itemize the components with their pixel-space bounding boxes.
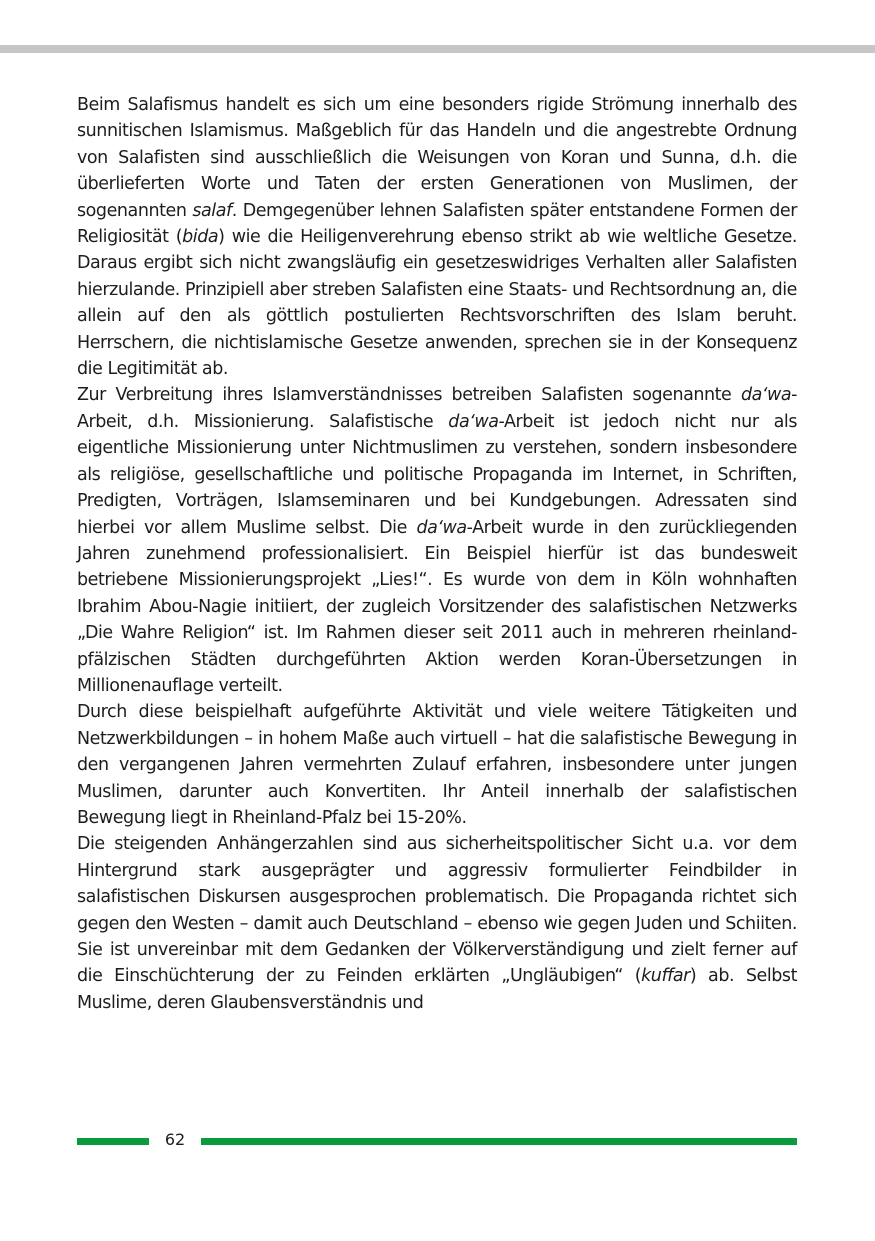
text-run: -Arbeit wurde in den zurückliegenden Jahren zunehmend professionalisiert. Ein Beispiel hierfür ist das bundesweit betriebene Missionierungsprojekt „Lies!“. Es wurde von dem in Köln wohnhaften Ibrahim Abou-Nagie initiiert, der zugleich Vorsitzender des salafistischen Netzwerks „Die Wahre Religion“ ist. Im Rahmen dieser seit 2011 auch in mehreren rheinland-pfälzischen Städten durchgeführten Aktion werden Koran-Übersetzungen in Millionenauflage verteilt.: [77, 517, 798, 696]
text-run: Beim Salafismus handelt es sich um eine besonders rigide Strömung innerhalb des sunnitischen Islamismus. Maßgeblich für das Handeln und die angestrebte Ordnung von Salafisten sind ausschließlich die Weisungen von Koran und Sunna, d.h. die überlieferten Worte und Taten der ersten Generationen von Muslimen, der sogenannten: [77, 95, 797, 221]
text-run: Zur Verbreitung ihres Islamverständnisses betreiben Salafisten sogenannte: [77, 385, 741, 406]
page-number: 62: [164, 1130, 186, 1149]
paragraph: [77, 699, 797, 831]
italic-term: da‘wa: [416, 517, 467, 538]
text-run: Die steigenden Anhängerzahlen sind aus sicherheitspolitischer Sicht u.a. vor dem Hintergrund stark ausgeprägter und aggressiv formulierter Feindbilder in salafistischen Diskursen ausgesprochen problematisch. Die Propaganda richtet sich gegen den Westen – damit auch Deutschland – ebenso wie gegen Juden und Schiiten. Sie ist unvereinbar mit dem Gedanken der Völkerverständigung und zielt ferner auf die Einschüchterung der zu Feinden erklärten „Ungläubigen“ (: [77, 834, 797, 987]
text-run: ) ab. Selbst Muslime, deren Glaubensverständnis und: [77, 966, 798, 1013]
footer-bar-right: [201, 1138, 797, 1145]
italic-term: da‘wa: [448, 411, 499, 432]
text-run: . Demgegenüber lehnen Salafisten später entstandene Formen der Religiosität (: [77, 200, 797, 248]
italic-term: bida: [182, 227, 219, 248]
text-run: ) wie die Heiligenverehrung ebenso strikt ab wie weltliche Gesetze. Daraus ergibt sich nicht zwangsläufig ein gesetzeswidriges Verhalten aller Salafisten hierzulande. Prinzipiell aber streben Salafisten eine Staats- und Rechtsordnung an, die allein auf den als göttlich postulierten Rechtsvorschriften des Islam beruht. Herrschern, die nichtislamische Gesetze anwenden, sprechen sie in der Konsequenz die Legitimität ab.: [77, 227, 797, 380]
text-run: -Arbeit ist jedoch nicht nur als eigentliche Missionierung unter Nichtmuslimen zu verstehen, sondern insbesondere als religiöse, gesellschaftliche und politische Propaganda im Internet, in Schriften, Predigten, Vorträgen, Islamseminaren und bei Kundgebungen. Adressaten sind hierbei vor allem Muslime selbst. Die: [77, 411, 798, 538]
paragraph: [77, 831, 797, 1016]
paragraph: [77, 382, 797, 699]
italic-term: kuffar: [641, 966, 690, 987]
text-run: Durch diese beispielhaft aufgeführte Aktivität und viele weitere Tätigkeiten und Netzwerkbildungen – in hohem Maße auch virtuell – hat die salafistische Bewegung in den vergangenen Jahren vermehrten Zulauf erfahren, insbesondere unter jungen Muslimen, darunter auch Konvertiten. Ihr Anteil innerhalb der salafistischen Bewegung liegt in Rheinland-Pfalz bei 15-20%.: [77, 702, 797, 828]
italic-term: salaf: [192, 200, 232, 221]
header-divider: [0, 45, 875, 53]
italic-term: da‘wa: [740, 385, 792, 406]
text-run: -Arbeit, d.h. Missionierung. Salafistische: [77, 385, 797, 432]
body-text: [77, 92, 797, 1016]
paragraph: [77, 92, 797, 382]
footer-bar-left: [77, 1138, 149, 1145]
